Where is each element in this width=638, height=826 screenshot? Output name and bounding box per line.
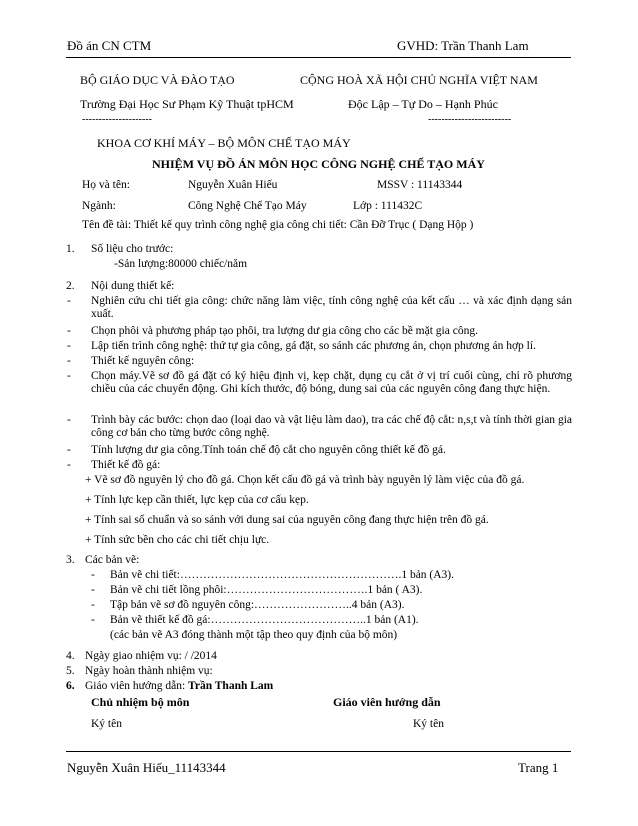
republic-name: CỘNG HOÀ XÃ HỘI CHỦ NGHĨA VIỆT NAM: [300, 73, 538, 87]
fixture-task: + Tính sức bền cho các chi tiết chịu lực.: [85, 534, 270, 546]
section-2-item: Trình bày các bước: chọn dao (loại dao và vật liệu làm dao), tra các chế độ cắt: n,s,t và tính thời gian gia công cơ bản cho từng bước công nghệ.: [91, 414, 572, 439]
bullet-dash: -: [91, 614, 95, 626]
student-name: Nguyễn Xuân Hiếu: [188, 179, 278, 191]
section-2-item: Lập tiến trình công nghệ: thứ tự gia công, gá đặt, so sánh các phương án, chọn phương án hợp lí.: [91, 340, 536, 352]
head-of-department-title: Chủ nhiệm bộ môn: [91, 695, 190, 709]
major-label: Ngành:: [82, 200, 116, 212]
advisor-label: Giáo viên hướng dẫn:: [85, 680, 189, 692]
footer-left: Nguyễn Xuân Hiếu_11143344: [67, 760, 226, 775]
section-2-item: Chọn máy.Vẽ sơ đồ gá đặt có ký hiệu định vị, kẹp chặt, dụng cụ cắt ở vị trí cuối cùng, chỉ rõ phương chiều của các chuyển động. Ghi kích thước, độ bóng, dung sai của các nguyên công đang thực hiện.: [91, 370, 572, 395]
section-1-title: Số liệu cho trước:: [91, 243, 174, 255]
student-id: MSSV : 11143344: [377, 179, 463, 191]
advisor-title: Giáo viên hướng dẫn: [333, 695, 441, 709]
header-left: Đồ án CN CTM: [67, 38, 152, 53]
section-2-title: Nội dung thiết kế:: [91, 280, 175, 292]
page-number: Trang 1: [518, 760, 559, 775]
drawing-item: Tập bản vẽ sơ đồ nguyên công:……………………..4 bản (A3).: [110, 599, 405, 611]
bullet-dash: -: [67, 355, 71, 367]
bullet-dash: -: [91, 584, 95, 596]
bullet-dash: -: [67, 459, 71, 471]
advisor-line: [85, 680, 273, 694]
name-label: Họ và tên:: [82, 179, 130, 191]
signature-right: Ký tên: [413, 718, 444, 730]
topic: Tên đề tài: Thiết kế quy trình công nghệ gia công chi tiết: Cần Đỡ Trục ( Dạng Hộp ): [82, 219, 474, 231]
section-2-item: Tính lượng dư gia công.Tính toán chế độ cắt cho nguyên công thiết kế đồ gá.: [91, 444, 446, 456]
section-1-number: 1.: [66, 243, 75, 255]
section-1-item: -Sản lượng:80000 chiếc/năm: [114, 258, 248, 270]
bullet-dash: -: [91, 599, 95, 611]
section-4-number: 4.: [66, 650, 75, 662]
footer-divider: [66, 751, 571, 752]
section-2-item: Thiết kế đồ gá:: [91, 459, 161, 471]
bullet-dash: -: [91, 569, 95, 581]
assign-date: Ngày giao nhiệm vụ: / /2014: [85, 650, 217, 662]
bullet-dash: -: [67, 340, 71, 352]
major-value: Công Nghệ Chế Tạo Máy: [188, 200, 307, 212]
page-title: NHIỆM VỤ ĐỒ ÁN MÔN HỌC CÔNG NGHỆ CHẾ TẠO MÁY: [152, 157, 485, 171]
section-2-item: Thiết kế nguyên công:: [91, 355, 195, 367]
motto: Độc Lập – Tự Do – Hạnh Phúc: [348, 97, 498, 111]
section-6-number: 6.: [66, 680, 75, 692]
class-value: Lớp : 111432C: [353, 200, 423, 212]
bullet-dash: -: [67, 370, 71, 382]
section-2-item: Chọn phôi và phương pháp tạo phôi, tra lượng dư gia công cho các bề mặt gia công.: [91, 325, 478, 337]
advisor-name: Trần Thanh Lam: [188, 680, 274, 692]
fixture-task: + Tính lực kẹp cần thiết, lực kẹp của cơ cấu kẹp.: [85, 494, 309, 506]
dash-line-right: -------------------------: [428, 114, 512, 125]
faculty-name: KHOA CƠ KHÍ MÁY – BỘ MÔN CHẾ TẠO MÁY: [97, 136, 351, 150]
fixture-task: + Vẽ sơ đồ nguyên lý cho đồ gá. Chọn kết cấu đồ gá và trình bày nguyên lý làm việc của đồ gá.: [85, 474, 525, 486]
section-3-title: Các bản vẽ:: [85, 554, 140, 566]
section-3-number: 3.: [66, 554, 75, 566]
header-divider: [66, 57, 571, 58]
signature-left: Ký tên: [91, 718, 122, 730]
drawing-item: Bản vẽ chi tiết:………………………………………………….1 bản (A3).: [110, 569, 455, 581]
section-2-item: Nghiên cứu chi tiết gia công: chức năng làm việc, tính công nghệ của kết cấu … và xác định dạng sản xuất.: [91, 295, 572, 320]
bullet-dash: -: [67, 295, 71, 307]
section-5-number: 5.: [66, 665, 75, 677]
section-2-number: 2.: [66, 280, 75, 292]
school-name: Trường Đại Học Sư Phạm Kỹ Thuật tpHCM: [80, 97, 294, 111]
bullet-dash: -: [67, 414, 71, 426]
dash-line-left: ---------------------: [82, 114, 152, 125]
drawing-item: Bản vẽ thiết kế đồ gá:…………………………………..1 bản (A1).: [110, 614, 419, 626]
header-right: GVHD: Trần Thanh Lam: [397, 38, 529, 53]
complete-date: Ngày hoàn thành nhiệm vụ:: [85, 665, 213, 677]
drawing-note: (các bản vẽ A3 đóng thành một tập theo quy định của bộ môn): [110, 629, 398, 641]
ministry-name: BỘ GIÁO DỤC VÀ ĐÀO TẠO: [80, 73, 235, 87]
fixture-task: + Tính sai số chuẩn và so sánh với dung sai của nguyên công đang thực hiện trên đồ gá.: [85, 514, 489, 526]
bullet-dash: -: [67, 444, 71, 456]
drawing-item: Bản vẽ chi tiết lồng phôi:……………………………….1 bản ( A3).: [110, 584, 423, 596]
bullet-dash: -: [67, 325, 71, 337]
